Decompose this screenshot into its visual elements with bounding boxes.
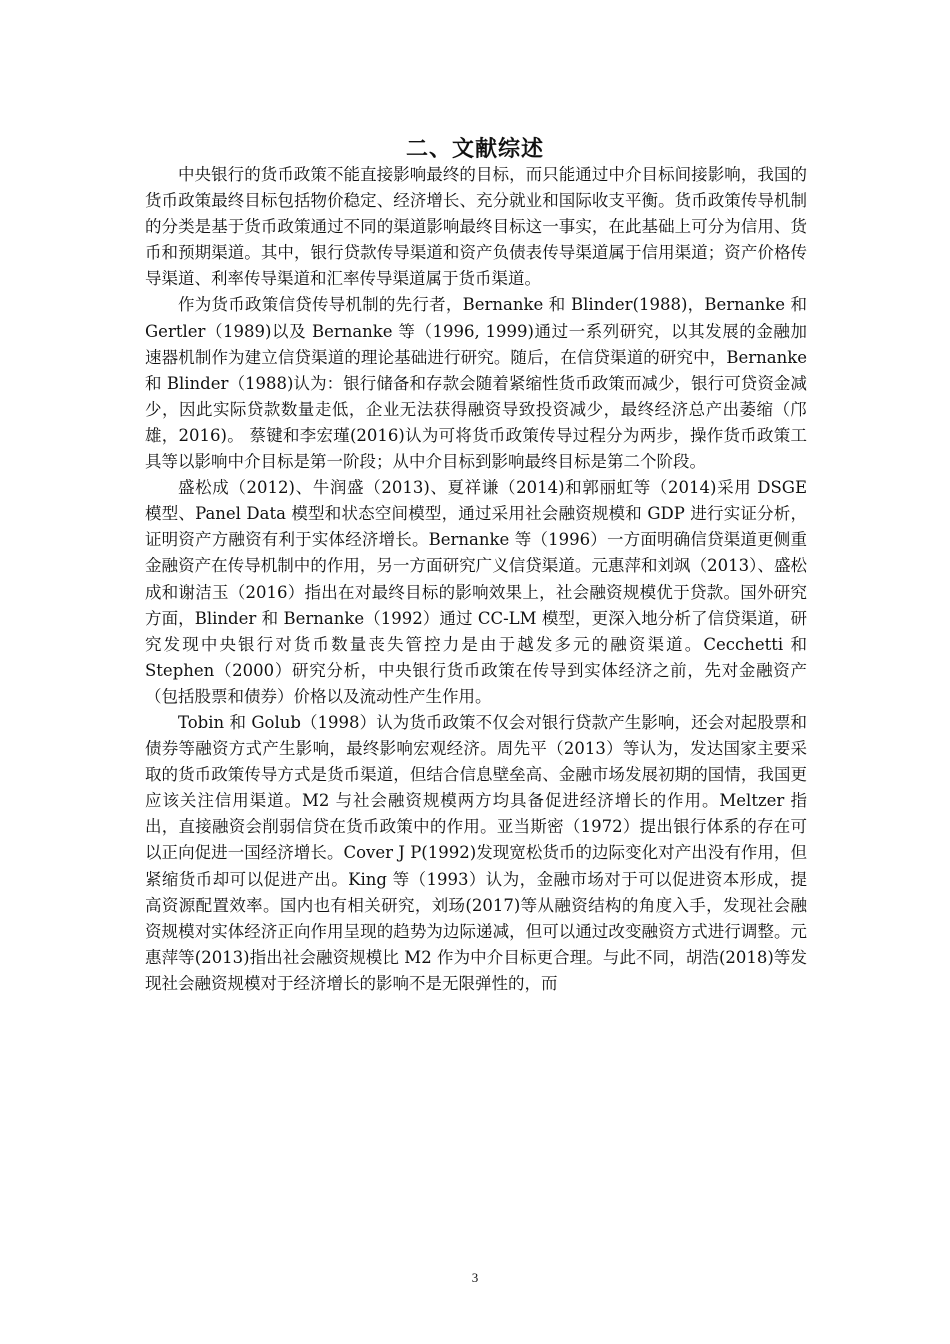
page-number: 3 bbox=[471, 1270, 479, 1285]
paragraph: 作为货币政策信贷传导机制的先行者，Bernanke 和 Blinder(1988)，Bernanke 和 Gertler（1989)以及 Bernanke 等（1996, 1999)通过一系列研究，以其发展的金融加速器机制作为建立信贷渠道的理论基础进行研究。随后，在信贷渠道的研究中，Bernanke 和 Blinder（1988)认为：银行储备和存款会随着紧缩性货币政策而减少，银行可贷资金减少，因此实际贷款数量走低，企业无法获得融资导致投资减少，最终经济总产出萎缩（邝雄，2016)。 蔡键和李宏瑾(2016)认为可将货币政策传导过程分为两步，操作货币政策工具等以影响中介目标是第一阶段；从中介目标到影响最终目标是第二个阶段。 bbox=[145, 295, 807, 472]
body-text bbox=[145, 162, 807, 997]
paragraph: Tobin 和 Golub（1998）认为货币政策不仅会对银行贷款产生影响，还会对起股票和债券等融资方式产生影响，最终影响宏观经济。周先平（2013）等认为，发达国家主要采取的货币政策传导方式是货币渠道，但结合信息壁垒高、金融市场发展初期的国情，我国更应该关注信用渠道。M2 与社会融资规模两方均具备促进经济增长的作用。Meltzer 指出，直接融资会削弱信贷在货币政策中的作用。亚当斯密（1972）提出银行体系的存在可以正向促进一国经济增长。Cover J P(1992)发现宽松货币的边际变化对产出没有作用，但紧缩货币却可以促进产出。King 等（1993）认为，金融市场对于可以促进资本形成，提高资源配置效率。国内也有相关研究，刘玚(2017)等从融资结构的角度入手，发现社会融资规模对实体经济正向作用呈现的趋势为边际递减，但可以通过改变融资方式进行调整。元惠萍等(2013)指出社会融资规模比 M2 作为中介目标更合理。与此不同，胡浩(2018)等发现社会融资规模对于经济增长的影响不是无限弹性的，而 bbox=[145, 712, 807, 993]
section-title: 二、文献综述 bbox=[405, 137, 544, 162]
paragraph: 盛松成（2012)、牛润盛（2013)、夏祥谦（2014)和郭丽虹等（2014)采用 DSGE 模型、Panel Data 模型和状态空间模型，通过采用社会融资规模和 GDP 进行实证分析，证明资产方融资有利于实体经济增长。Bernanke 等（1996）一方面明确信贷渠道更侧重金融资产在传导机制中的作用，另一方面研究广义信贷渠道。元惠萍和刘飒（2013）、盛松成和谢洁玉（2016）指出在对最终目标的影响效果上，社会融资规模优于贷款。国外研究方面，Blinder 和 Bernanke（1992）通过 CC-LM 模型，更深入地分析了信贷渠道，研究发现中央银行对货币数量丧失管控力是由于越发多元的融资渠道。Cecchetti 和 Stephen（2000）研究分析，中央银行货币政策在传导到实体经济之前，先对金融资产（包括股票和债券）价格以及流动性产生作用。 bbox=[145, 478, 807, 706]
paragraph: 中央银行的货币政策不能直接影响最终的目标，而只能通过中介目标间接影响，我国的货币政策最终目标包括物价稳定、经济增长、充分就业和国际收支平衡。货币政策传导机制的分类是基于货币政策通过不同的渠道影响最终目标这一事实，在此基础上可分为信用、货币和预期渠道。其中，银行贷款传导渠道和资产负债表传导渠道属于信用渠道；资产价格传导渠道、利率传导渠道和汇率传导渠道属于货币渠道。 bbox=[145, 165, 807, 289]
